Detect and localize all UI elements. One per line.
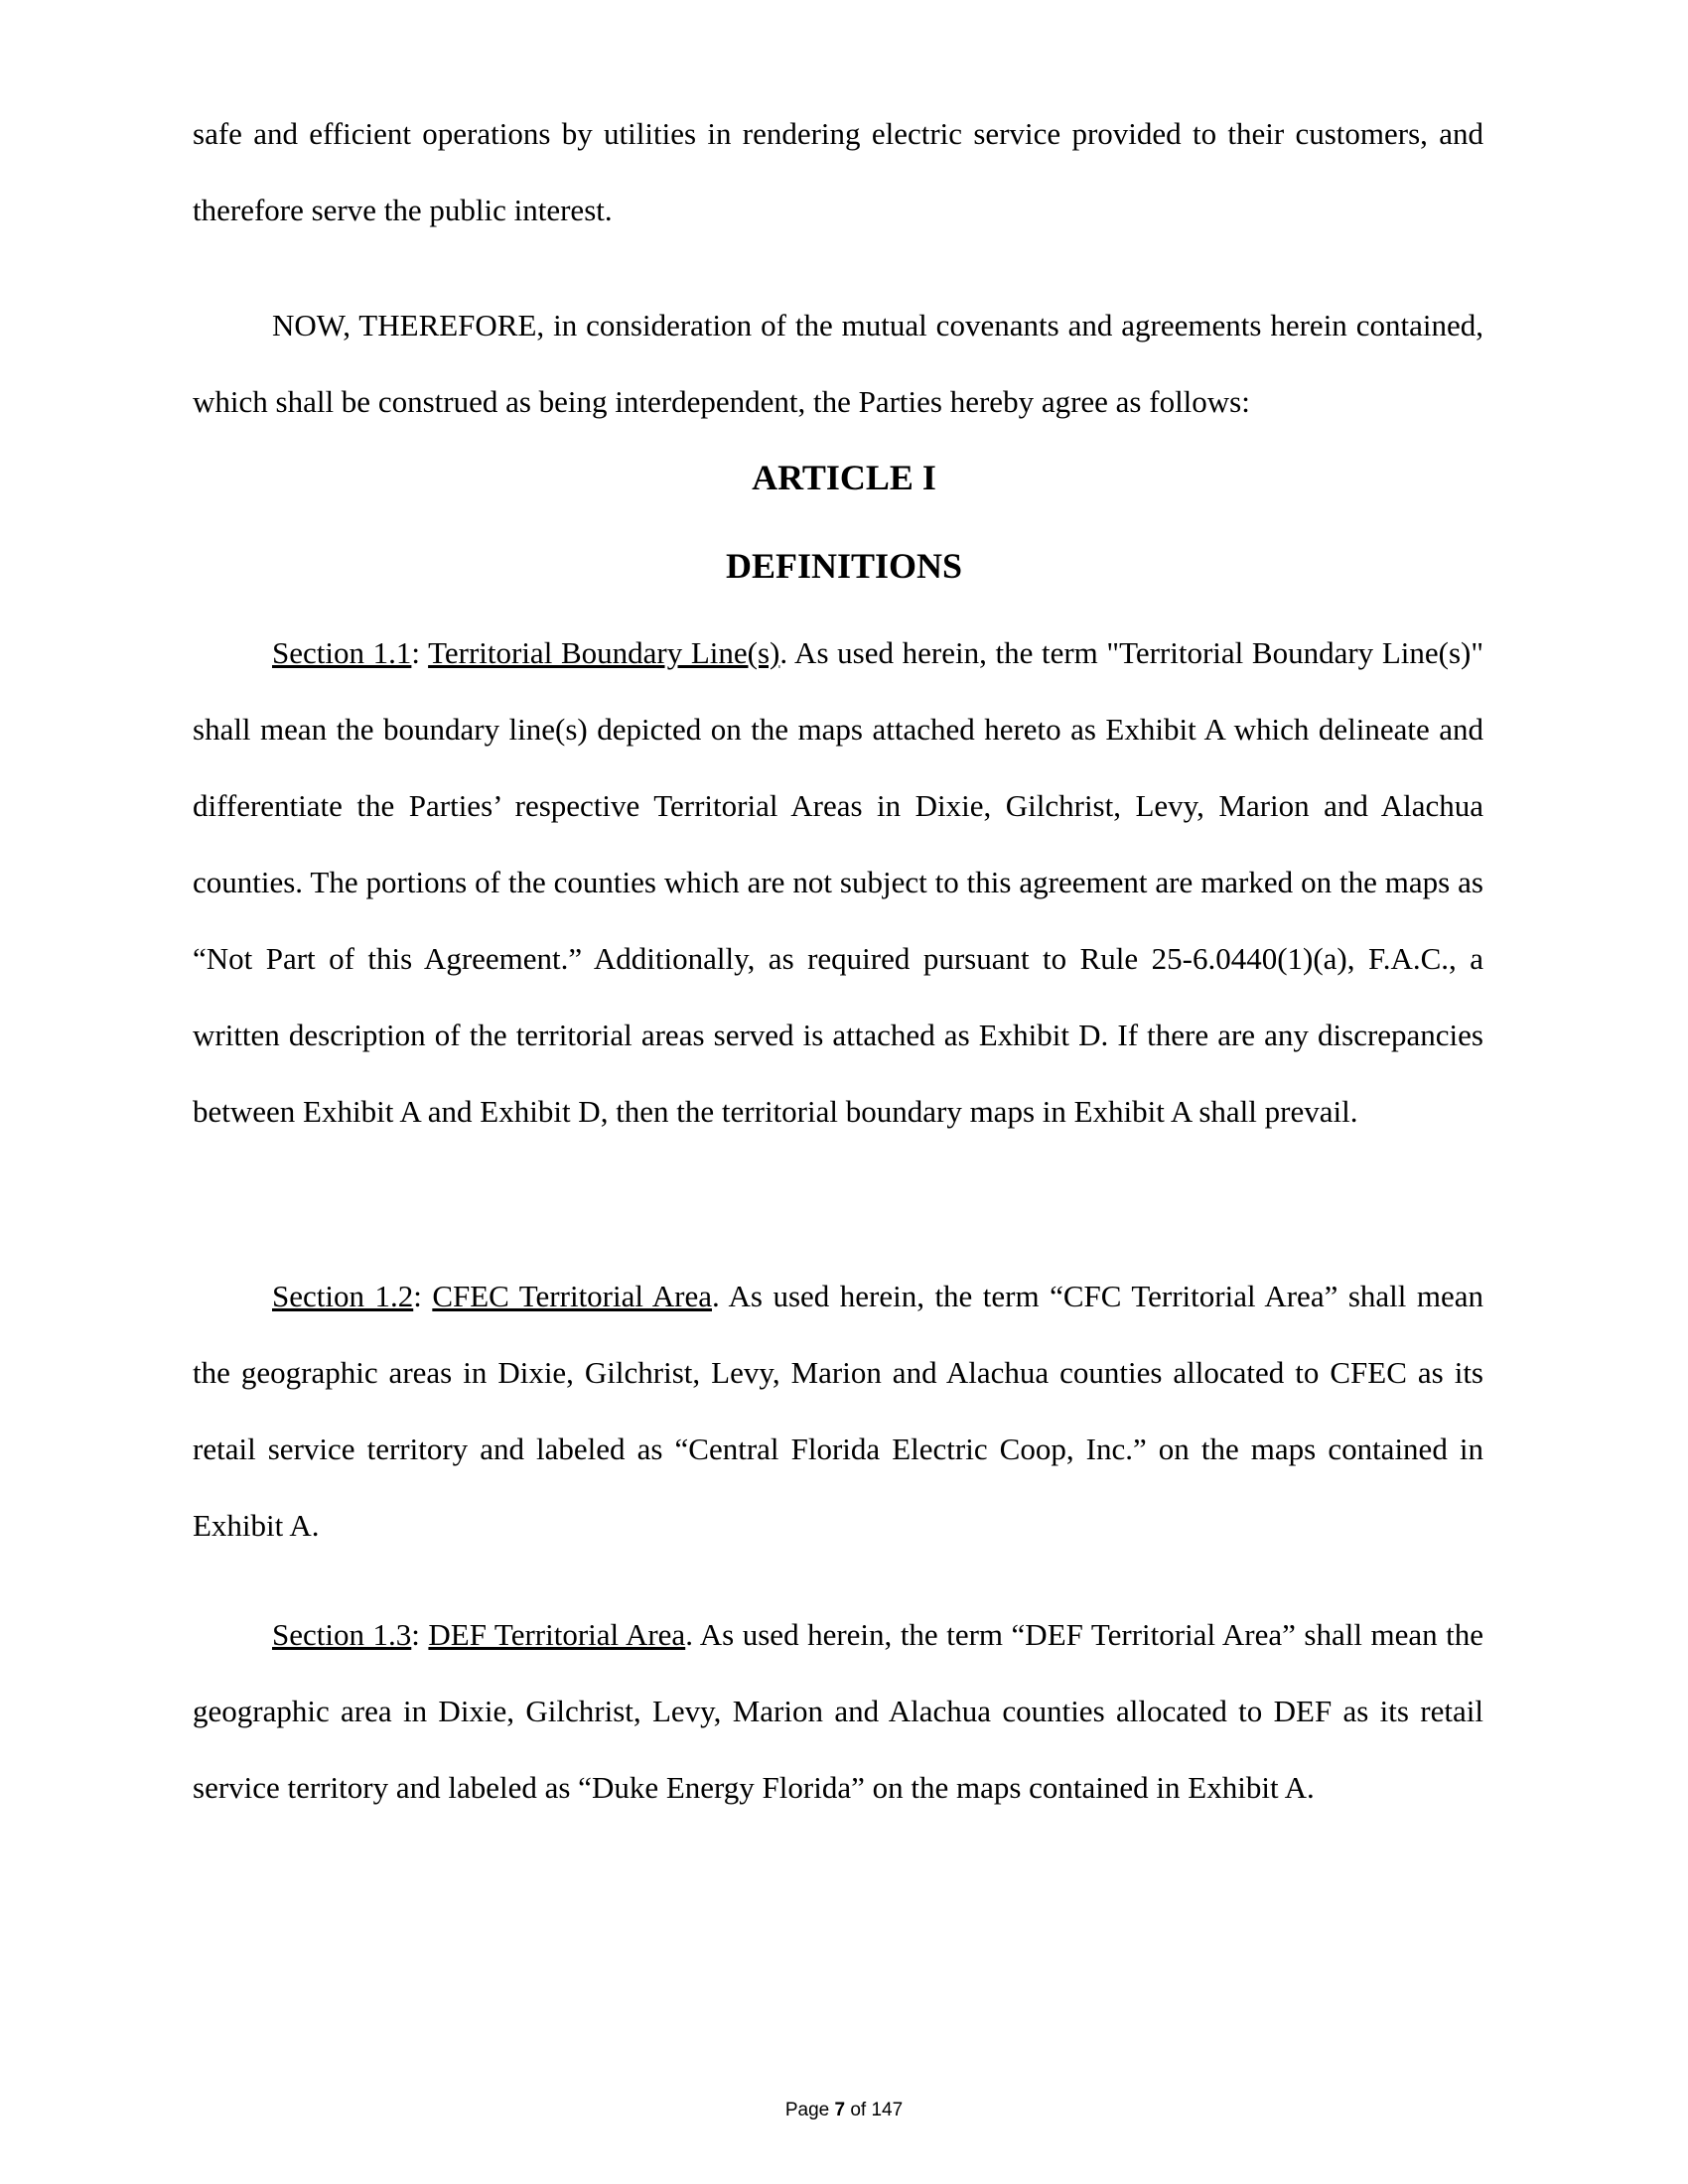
article-title: DEFINITIONS xyxy=(725,546,963,586)
page-prefix: Page xyxy=(784,2100,835,2120)
section-1-2-title: CFEC Territorial Area xyxy=(432,1279,712,1313)
section-1-2-number: Section 1.2 xyxy=(272,1279,414,1313)
section-1-3-number: Section 1.3 xyxy=(272,1617,412,1652)
section-1-2-body: . As used herein, the term “CFC Territorial Area” shall mean the geographic areas in Dixie, Gilchrist, Levy, Marion and Alachua counties allocated to CFEC as its retail service territory and labeled as “Central Florida Electric Coop, Inc.” on the maps contained in Exhibit A. xyxy=(193,1279,1483,1543)
section-1-2-separator: : xyxy=(413,1279,433,1313)
section-1-2-paragraph xyxy=(193,1258,1483,1564)
page-footer xyxy=(0,2100,1688,2121)
article-number: ARTICLE I xyxy=(752,458,936,497)
page-mid: of xyxy=(845,2100,872,2120)
section-1-3-paragraph xyxy=(193,1596,1483,1826)
section-1-1-title: Territorial Boundary Line(s) xyxy=(428,635,780,670)
section-1-3-body: . As used herein, the term “DEF Territorial Area” shall mean the geographic area in Dixie, Gilchrist, Levy, Marion and Alachua counties allocated to DEF as its retail service territory and labeled as “Duke Energy Florida” on the maps contained in Exhibit A. xyxy=(193,1617,1483,1805)
page-number: 7 xyxy=(834,2100,846,2120)
page-total: 147 xyxy=(871,2100,904,2120)
section-1-3-title: DEF Territorial Area xyxy=(428,1617,686,1652)
intro-paragraph-2: NOW, THEREFORE, in consideration of the mutual covenants and agreements herein contained, which shall be construed as being interdependent, the Parties hereby agree as follows: xyxy=(193,308,1483,419)
intro-paragraph-1: safe and efficient operations by utilities in rendering electric service provided to their customers, and therefore serve the public interest. xyxy=(193,116,1483,227)
section-1-1-separator: : xyxy=(411,635,429,670)
section-1-3-separator: : xyxy=(411,1617,429,1652)
section-1-1-paragraph xyxy=(193,614,1483,1150)
section-1-1-number: Section 1.1 xyxy=(272,635,412,670)
section-1-1-body: . As used herein, the term "Territorial Boundary Line(s)" shall mean the boundary line(s) depicted on the maps attached hereto as Exhibit A which delineate and differentiate the Parties’ respective Territorial Areas in Dixie, Gilchrist, Levy, Marion and Alachua counties. The portions of the counties which are not subject to this agreement are marked on the maps as “Not Part of this Agreement.” Additionally, as required pursuant to Rule 25-6.0440(1)(a), F.A.C., a written description of the territorial areas served is attached as Exhibit D. If there are any discrepancies between Exhibit A and Exhibit D, then the territorial boundary maps in Exhibit A shall prevail. xyxy=(193,635,1483,1129)
